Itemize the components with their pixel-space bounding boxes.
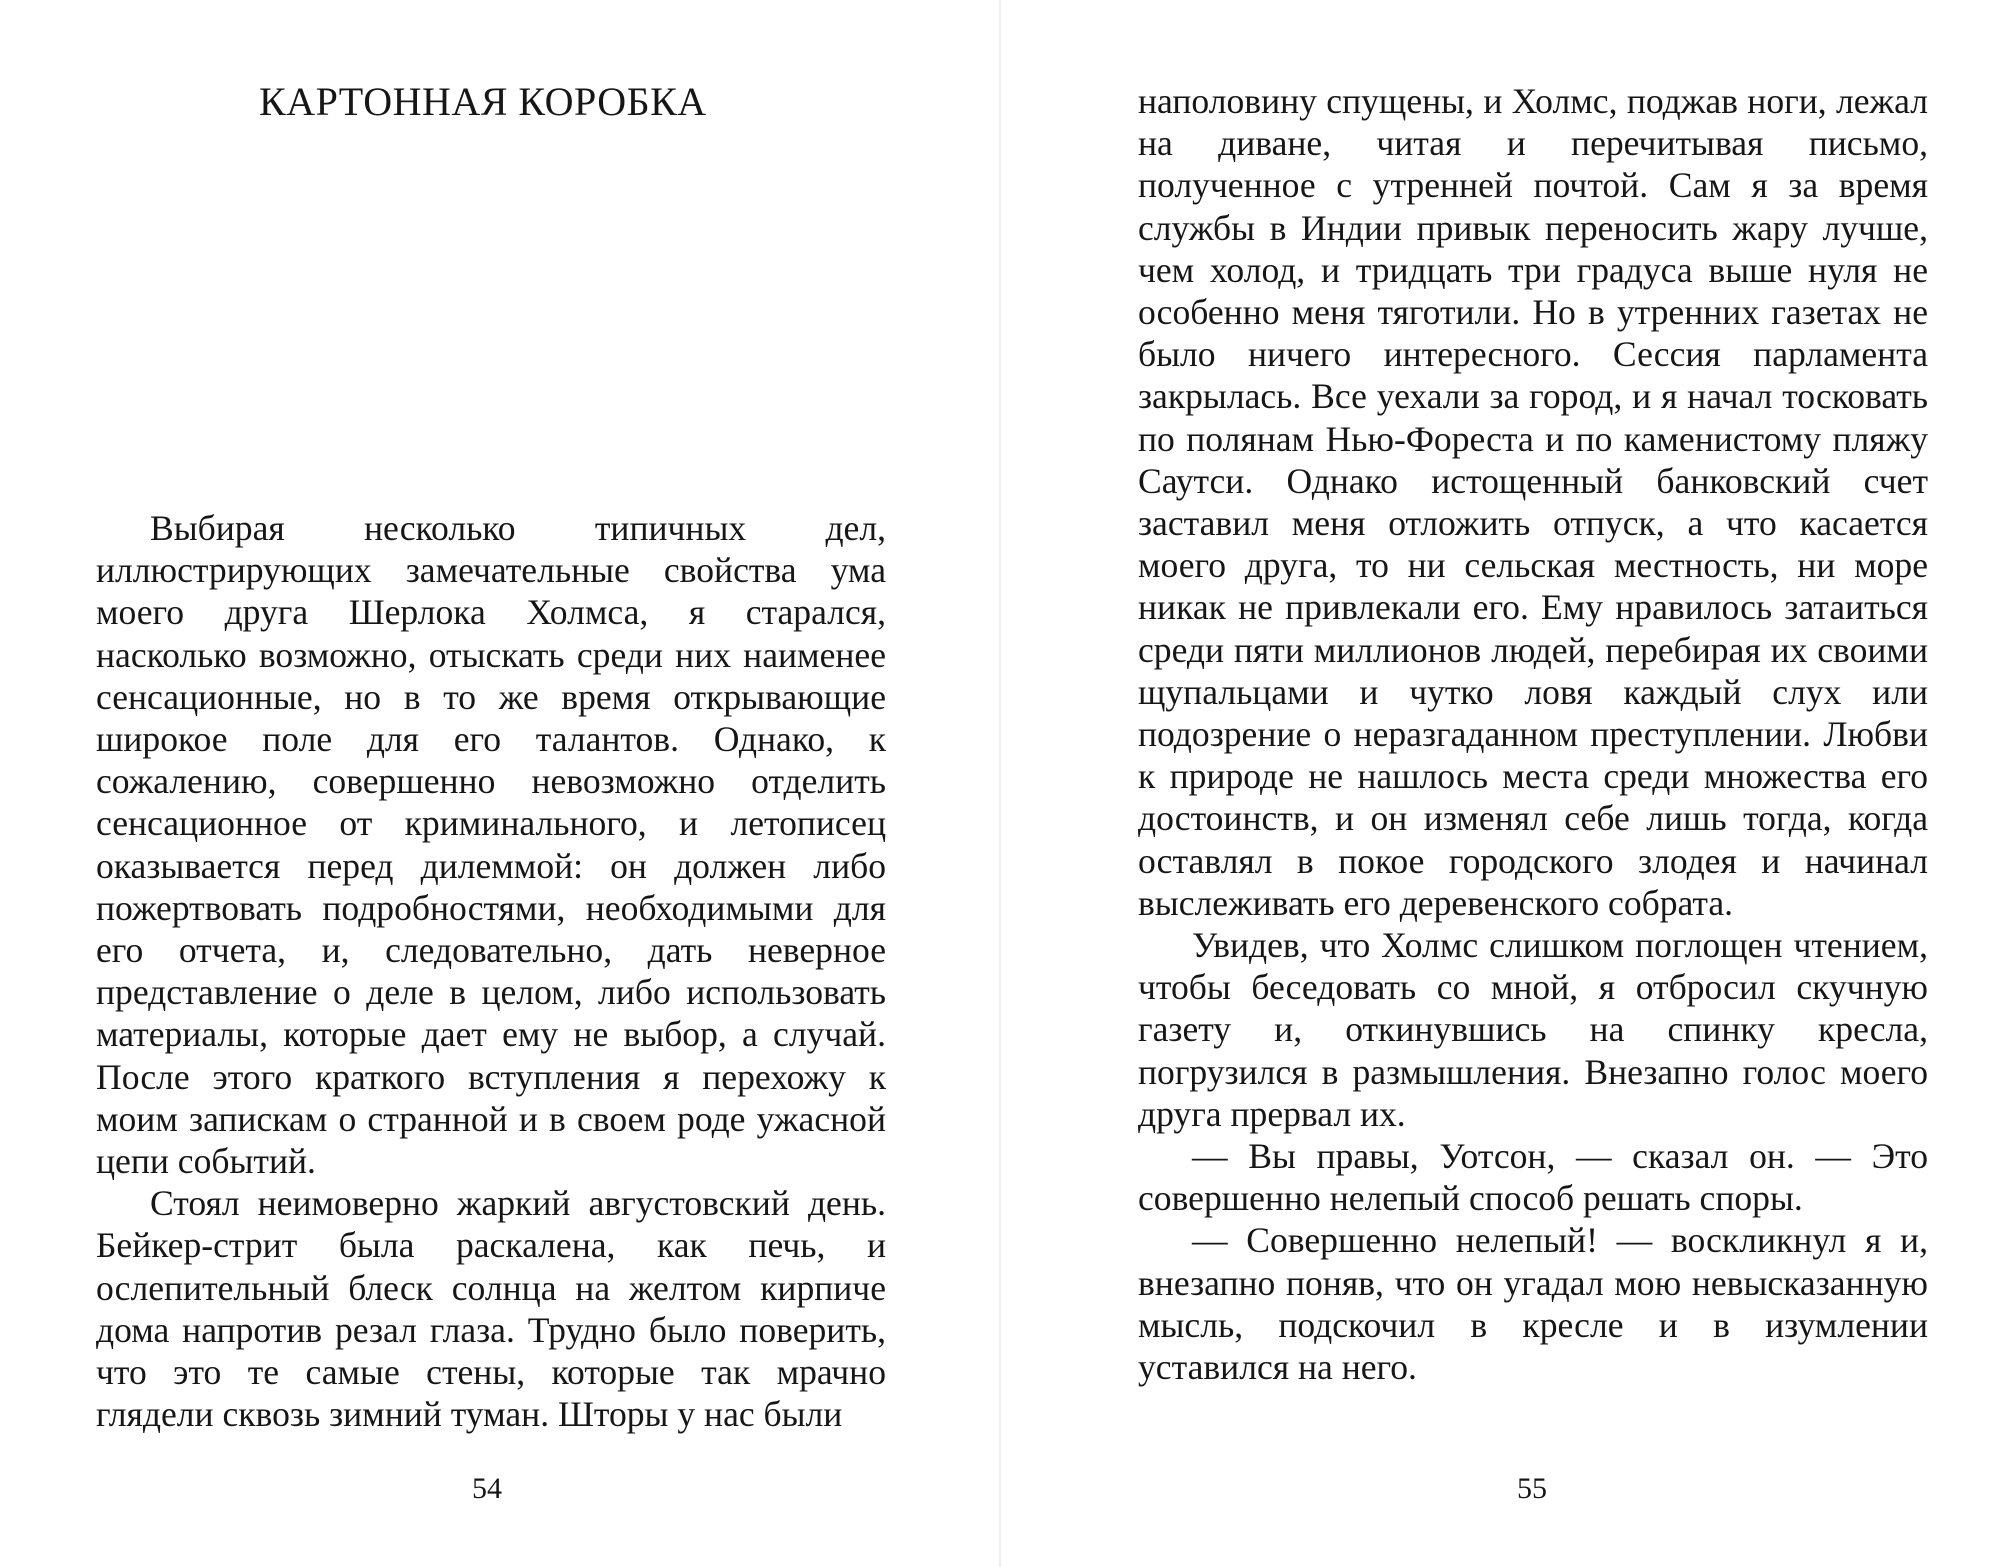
right-page-text [1138,80,1928,1388]
chapter-title: КАРТОННАЯ КОРОБКА [259,79,707,124]
paragraph: наполовину спущены, и Холмс, поджав ноги, лежал на диване, читая и перечитывая письмо, полученное с утренней почтой. Сам я за время службы в Индии привык переносить жару лучше, чем холод, и тридцать три градуса выше нуля не особенно меня тяготили. Но в утренних газетах не было ничего интересного. Сессия парламента закрылась. Все уехали за город, и я начал тосковать по полянам Нью-Фореста и по каменистому пляжу Саутси. Однако истощенный банковский счет заставил меня отложить отпуск, а что касается моего друга, то ни сельская местность, ни море никак не привлекали его. Ему нравилось затаиться среди пяти миллионов людей, перебирая их своими щупальцами и чутко ловя каждый слух или подозрение о неразгаданном преступлении. Любви к природе не нашлось места среди множества его достоинств, и он изменял себе лишь тогда, когда оставлял в покое городского злодея и начинал выслеживать его деревенского собрата. [1138,81,1928,923]
left-page-text [96,507,886,1435]
right-page [1000,0,2000,1567]
paragraph: Выбирая несколько типичных дел, иллюстрирующих замечательные свойства ума моего друга Шерлока Холмса, я старался, насколько возможно, отыскать среди них наименее сенсационные, но в то же время открывающие широкое поле для его талантов. Однако, к сожалению, совершенно невозможно отделить сенсационное от криминального, и летописец оказывается перед дилеммой: он должен либо пожертвовать подробностями, необходимыми для его отчета, и, следовательно, дать неверное представление о деле в целом, либо использовать материалы, которые дает ему не выбор, а случай. После этого краткого вступления я перехожу к моим запискам о странной и в своем роде ужасной цепи событий. [96,508,886,1182]
paragraph: Стоял неимоверно жаркий августовский день. Бейкер-стрит была раскалена, как печь, и ослепительный блеск солнца на желтом кирпиче дома напротив резал глаза. Трудно было поверить, что это те самые стены, которые так мрачно глядели сквозь зимний туман. Шторы у нас были [96,1183,886,1435]
page-number-right: 55 [1517,1472,1547,1505]
paragraph: — Вы правы, Уотсон, — сказал он. — Это совершенно нелепый способ решать споры. [1138,1136,1928,1219]
page-number-left: 54 [472,1472,502,1505]
paragraph: Увидев, что Холмс слишком поглощен чтением, чтобы беседовать со мной, я отбросил скучную газету и, откинувшись на спинку кресла, погрузился в размышления. Внезапно голос моего друга прервал их. [1138,925,1928,1134]
paragraph: — Совершенно нелепый! — воскликнул я и, внезапно поняв, что он угадал мою невысказанную мысль, подскочил в кресле и в изумлении уставился на него. [1138,1220,1928,1388]
